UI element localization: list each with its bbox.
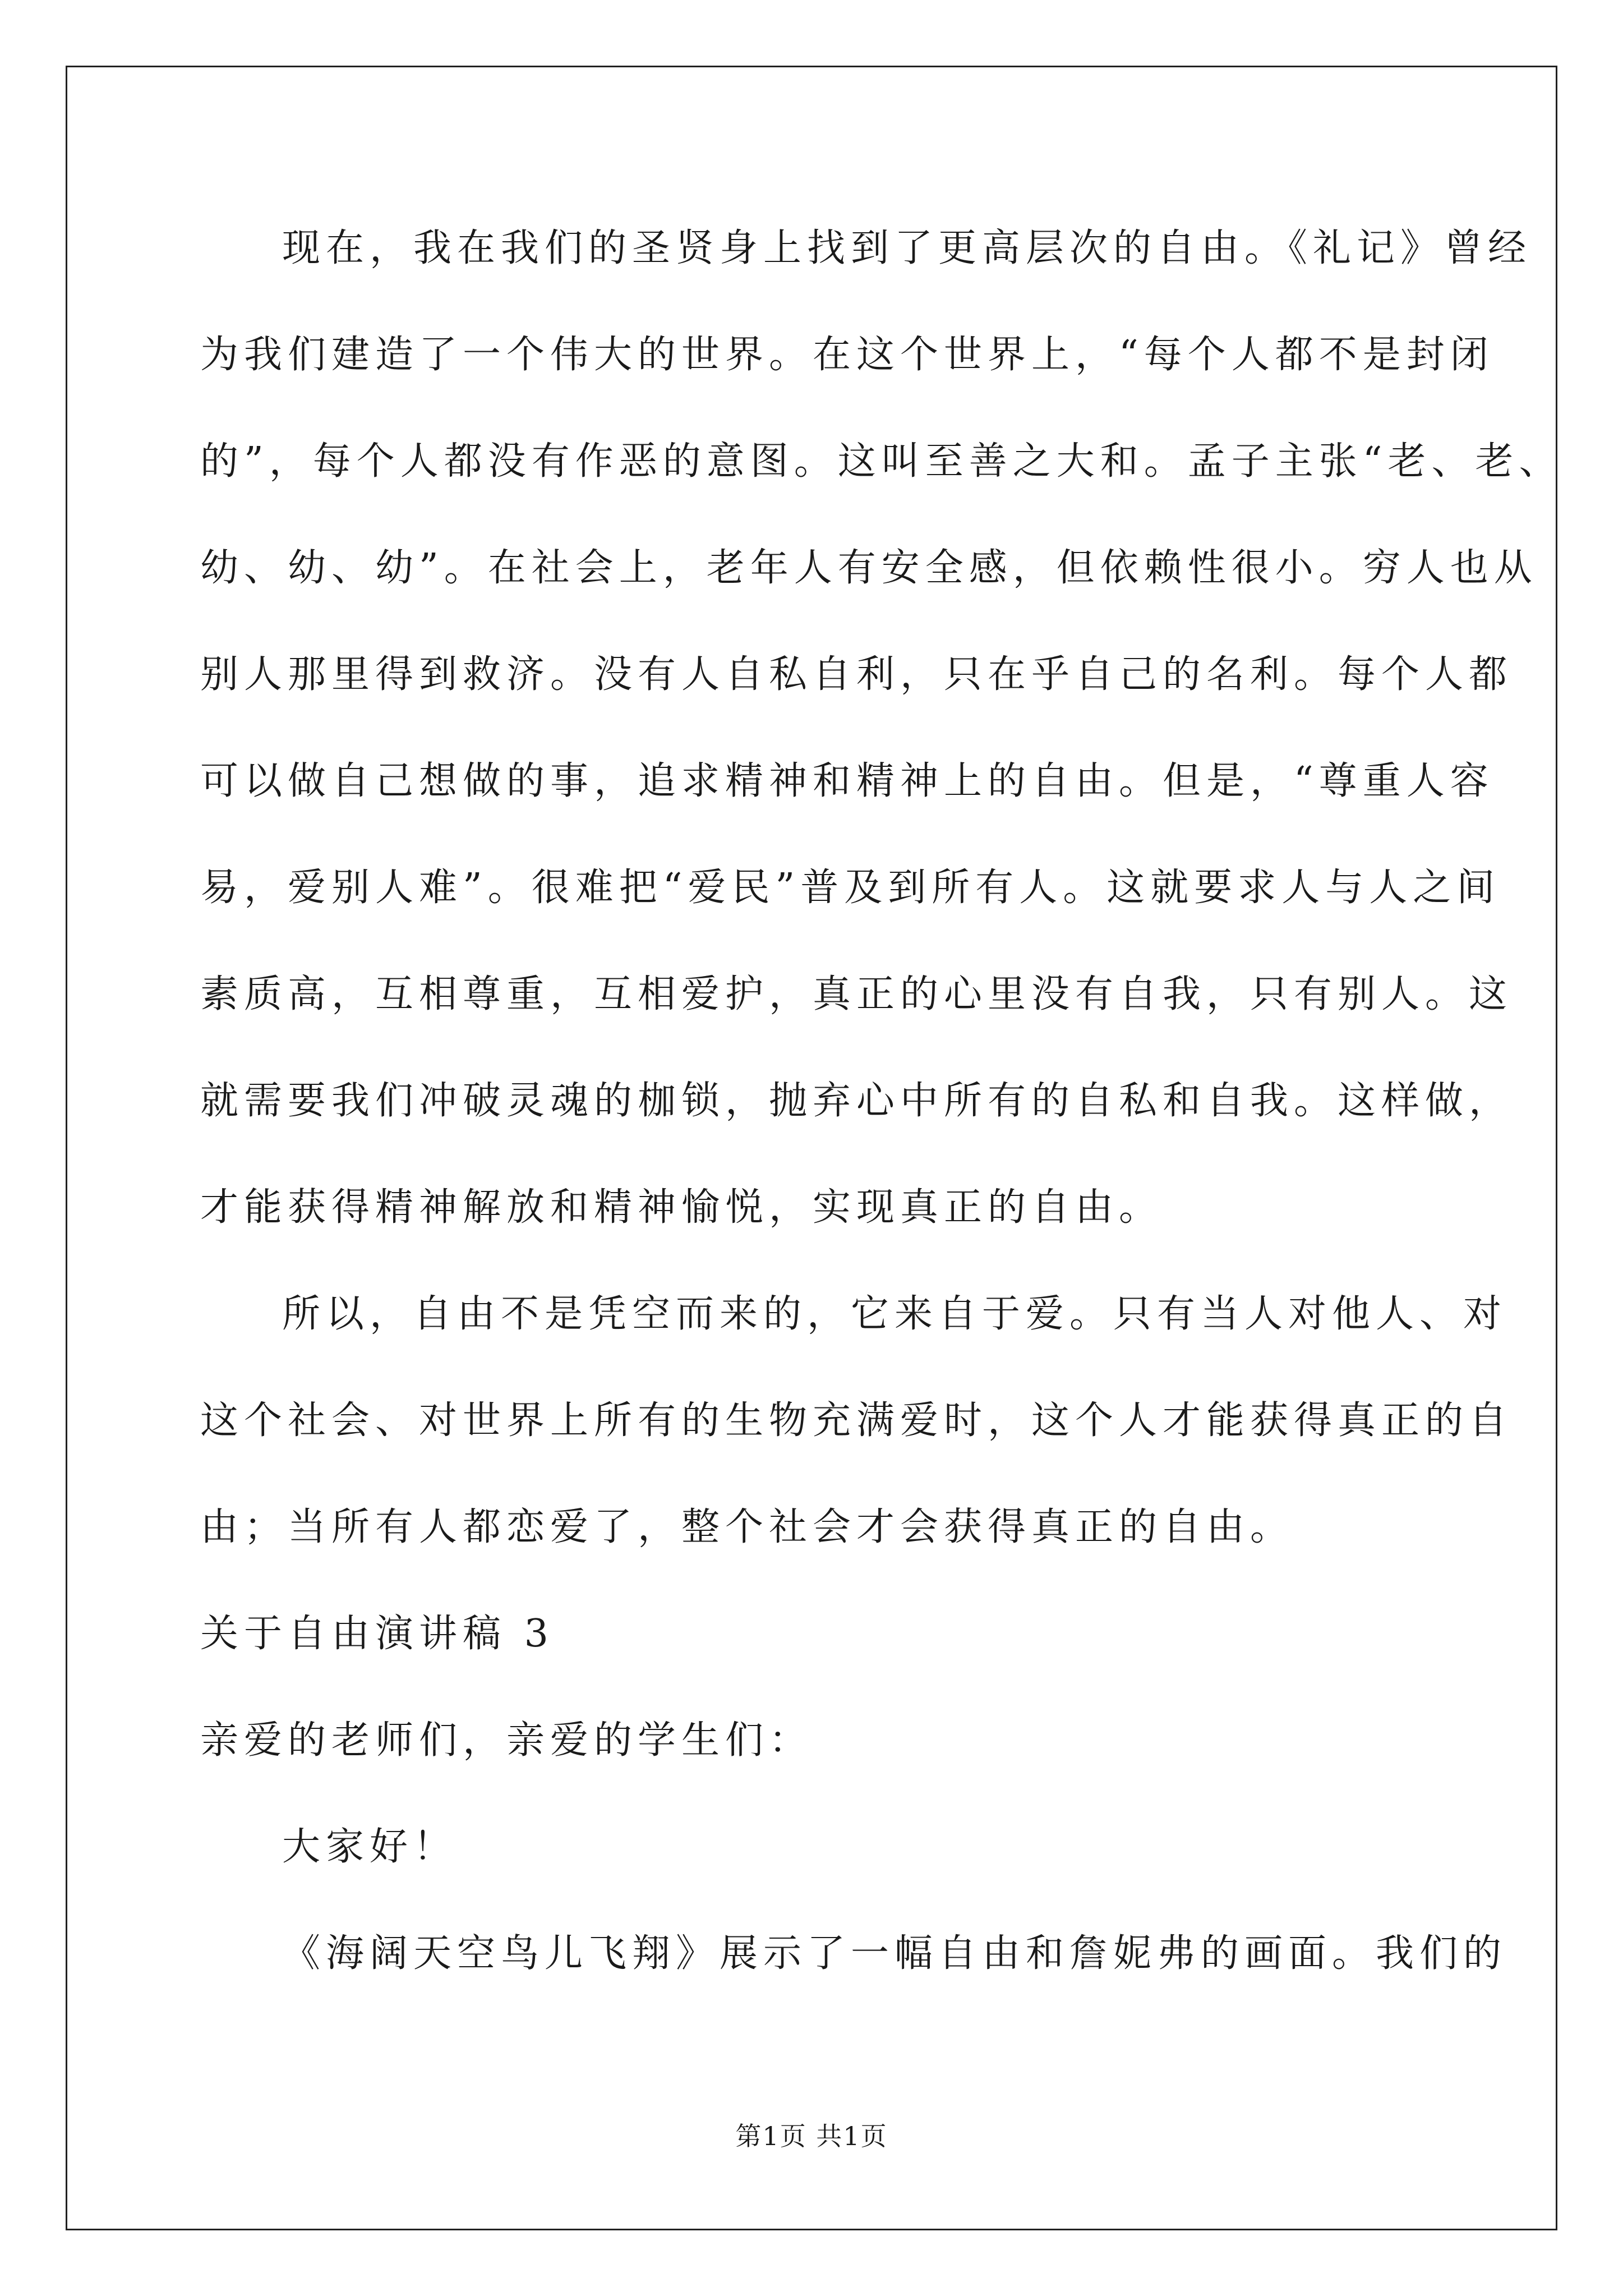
paragraph-2-line-1: 所以，自由不是凭空而来的，它来自于爱。只有当人对他人、对	[282, 1292, 1507, 1336]
greeting: 大家好！	[282, 1825, 458, 1869]
paragraph-1-line-5: 别人那里得到救济。没有人自私自利，只在乎自己的名利。每个人都	[200, 652, 1513, 697]
paragraph-2-line-2: 这个社会、对世界上所有的生物充满爱时，这个人才能获得真正的自	[200, 1398, 1513, 1443]
paragraph-1-line-3: 的”，每个人都没有作恶的意图。这叫至善之大和。孟子主张“老、老、	[200, 439, 1563, 484]
paragraph-1-line-2: 为我们建造了一个伟大的世界。在这个世界上，“每个人都不是封闭	[200, 333, 1494, 377]
paragraph-1-line-1: 现在，我在我们的圣贤身上找到了更高层次的自由。《礼记》曾经	[282, 226, 1532, 270]
paragraph-1-line-6: 可以做自己想做的事，追求精神和精神上的自由。但是，“尊重人容	[200, 759, 1494, 803]
page-footer: 第1页 共1页	[735, 2121, 888, 2151]
paragraph-1-line-4: 幼、幼、幼”。在社会上，老年人有安全感，但依赖性很小。穷人也从	[200, 546, 1538, 590]
section-heading: 关于自由演讲稿 3	[200, 1612, 554, 1656]
paragraph-2-line-3: 由；当所有人都恋爱了，整个社会才会获得真正的自由。	[200, 1505, 1294, 1549]
paragraph-1-line-10: 才能获得精神解放和精神愉悦，实现真正的自由。	[200, 1185, 1163, 1230]
salutation: 亲爱的老师们，亲爱的学生们：	[200, 1718, 813, 1763]
paragraph-1-line-9: 就需要我们冲破灵魂的枷锁，抛弃心中所有的自私和自我。这样做，	[200, 1079, 1513, 1123]
page-border	[66, 66, 1557, 2230]
paragraph-3-line-1: 《海阔天空鸟儿飞翔》展示了一幅自由和詹妮弗的画面。我们的	[282, 1931, 1507, 1976]
paragraph-1-line-7: 易，爱别人难”。很难把“爱民”普及到所有人。这就要求人与人之间	[200, 866, 1501, 910]
paragraph-1-line-8: 素质高，互相尊重，互相爱护，真正的心里没有自我，只有别人。这	[200, 972, 1513, 1016]
